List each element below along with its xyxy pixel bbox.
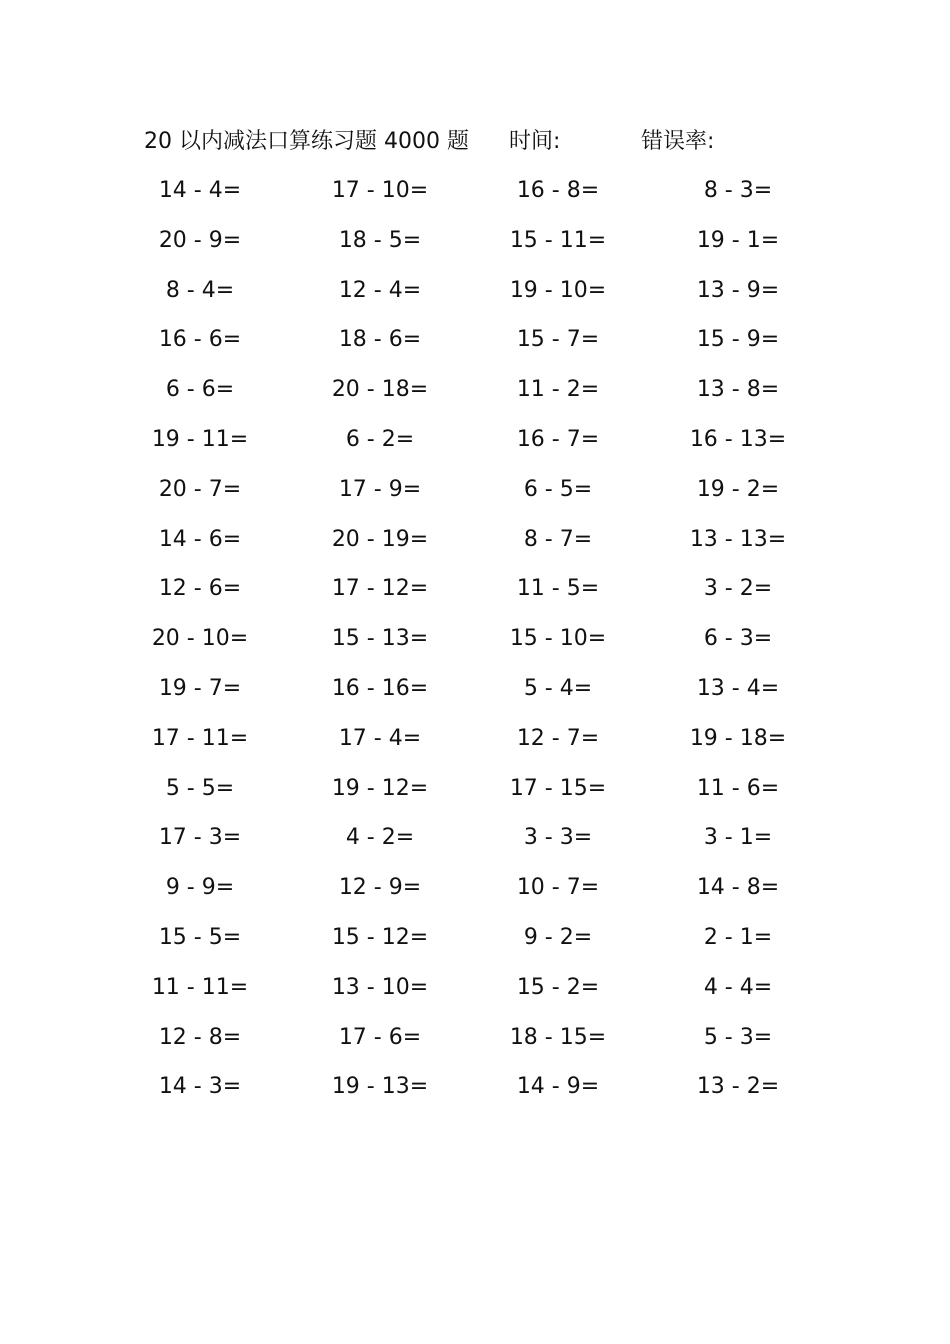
subtraction-problem: 8 - 7= (523, 526, 593, 552)
subtraction-problem: 14 - 6= (158, 526, 242, 552)
subtraction-problem: 17 - 10= (331, 178, 429, 203)
problem-row (140, 323, 800, 373)
subtraction-problem: 6 - 6= (165, 377, 235, 403)
subtraction-problem: 10 - 7= (516, 875, 600, 901)
problem-row (140, 971, 800, 1021)
subtraction-problem: 19 - 12= (331, 775, 429, 801)
subtraction-problem: 15 - 7= (516, 327, 600, 353)
subtraction-problem: 9 - 9= (165, 875, 235, 901)
subtraction-problem: 20 - 10= (151, 626, 249, 652)
worksheet-title: 20 以内减法口算练习题 4000 题 (144, 129, 469, 154)
problem-row (140, 523, 800, 573)
subtraction-problem: 16 - 7= (516, 426, 600, 452)
time-label: 时间: (509, 129, 561, 154)
subtraction-problem: 17 - 4= (338, 725, 422, 751)
subtraction-problem: 5 - 5= (165, 775, 235, 801)
subtraction-problem: 3 - 3= (523, 825, 593, 851)
subtraction-problem: 14 - 9= (516, 1074, 600, 1100)
problem-row (140, 821, 800, 871)
subtraction-problem: 5 - 3= (703, 1024, 773, 1050)
subtraction-problem: 5 - 4= (523, 675, 593, 701)
problem-row (140, 772, 800, 822)
problem-row (140, 274, 800, 324)
problem-row (140, 572, 800, 622)
subtraction-problem: 16 - 13= (689, 426, 787, 452)
subtraction-problem: 12 - 6= (158, 576, 242, 602)
problem-grid (140, 174, 800, 1120)
subtraction-problem: 15 - 2= (516, 974, 600, 1000)
subtraction-problem: 17 - 9= (338, 476, 422, 502)
subtraction-problem: 3 - 1= (703, 825, 773, 851)
subtraction-problem: 9 - 2= (523, 924, 593, 950)
subtraction-problem: 19 - 7= (158, 675, 242, 701)
subtraction-problem: 20 - 9= (158, 227, 242, 253)
subtraction-problem: 13 - 2= (696, 1074, 780, 1100)
problem-row (140, 174, 800, 224)
subtraction-problem: 15 - 9= (696, 327, 780, 353)
problem-row (140, 921, 800, 971)
problem-row (140, 373, 800, 423)
subtraction-problem: 12 - 9= (338, 875, 422, 901)
subtraction-problem: 18 - 6= (338, 327, 422, 353)
subtraction-problem: 16 - 6= (158, 327, 242, 353)
problem-row (140, 473, 800, 523)
subtraction-problem: 17 - 15= (509, 775, 607, 801)
subtraction-problem: 11 - 6= (696, 775, 780, 801)
subtraction-problem: 20 - 19= (331, 526, 429, 552)
subtraction-problem: 6 - 3= (703, 626, 773, 652)
subtraction-problem: 19 - 11= (151, 426, 249, 452)
problem-row (140, 722, 800, 772)
subtraction-problem: 6 - 2= (345, 426, 415, 452)
subtraction-problem: 19 - 2= (696, 476, 780, 502)
problem-row (140, 871, 800, 921)
subtraction-problem: 14 - 8= (696, 875, 780, 901)
problem-row (140, 224, 800, 274)
subtraction-problem: 18 - 5= (338, 227, 422, 253)
subtraction-problem: 19 - 10= (509, 277, 607, 303)
subtraction-problem: 16 - 8= (516, 178, 600, 203)
subtraction-problem: 4 - 2= (345, 825, 415, 851)
subtraction-problem: 13 - 9= (696, 277, 780, 303)
error-rate-label: 错误率: (641, 129, 715, 154)
subtraction-problem: 8 - 3= (703, 178, 773, 203)
worksheet-header (144, 124, 784, 160)
problem-row (140, 423, 800, 473)
subtraction-problem: 15 - 12= (331, 924, 429, 950)
problem-row (140, 622, 800, 672)
subtraction-problem: 19 - 13= (331, 1074, 429, 1100)
subtraction-problem: 19 - 1= (696, 227, 780, 253)
subtraction-problem: 14 - 3= (158, 1074, 242, 1100)
subtraction-problem: 17 - 11= (151, 725, 249, 751)
subtraction-problem: 13 - 13= (689, 526, 787, 552)
subtraction-problem: 12 - 4= (338, 277, 422, 303)
subtraction-problem: 8 - 4= (165, 277, 235, 303)
subtraction-problem: 20 - 18= (331, 377, 429, 403)
subtraction-problem: 16 - 16= (331, 675, 429, 701)
subtraction-problem: 14 - 4= (158, 178, 242, 203)
problem-row (140, 1070, 800, 1120)
subtraction-problem: 13 - 4= (696, 675, 780, 701)
subtraction-problem: 15 - 10= (509, 626, 607, 652)
subtraction-problem: 17 - 3= (158, 825, 242, 851)
subtraction-problem: 2 - 1= (703, 924, 773, 950)
subtraction-problem: 15 - 13= (331, 626, 429, 652)
subtraction-problem: 19 - 18= (689, 725, 787, 751)
subtraction-problem: 12 - 7= (516, 725, 600, 751)
subtraction-problem: 13 - 10= (331, 974, 429, 1000)
subtraction-problem: 6 - 5= (523, 476, 593, 502)
subtraction-problem: 3 - 2= (703, 576, 773, 602)
subtraction-problem: 13 - 8= (696, 377, 780, 403)
subtraction-problem: 15 - 5= (158, 924, 242, 950)
subtraction-problem: 11 - 2= (516, 377, 600, 403)
subtraction-problem: 12 - 8= (158, 1024, 242, 1050)
subtraction-problem: 18 - 15= (509, 1024, 607, 1050)
problem-row (140, 672, 800, 722)
subtraction-problem: 11 - 5= (516, 576, 600, 602)
subtraction-problem: 20 - 7= (158, 476, 242, 502)
subtraction-problem: 17 - 12= (331, 576, 429, 602)
subtraction-problem: 17 - 6= (338, 1024, 422, 1050)
problem-row (140, 1021, 800, 1071)
subtraction-problem: 4 - 4= (703, 974, 773, 1000)
subtraction-problem: 15 - 11= (509, 227, 607, 253)
subtraction-problem: 11 - 11= (151, 974, 249, 1000)
